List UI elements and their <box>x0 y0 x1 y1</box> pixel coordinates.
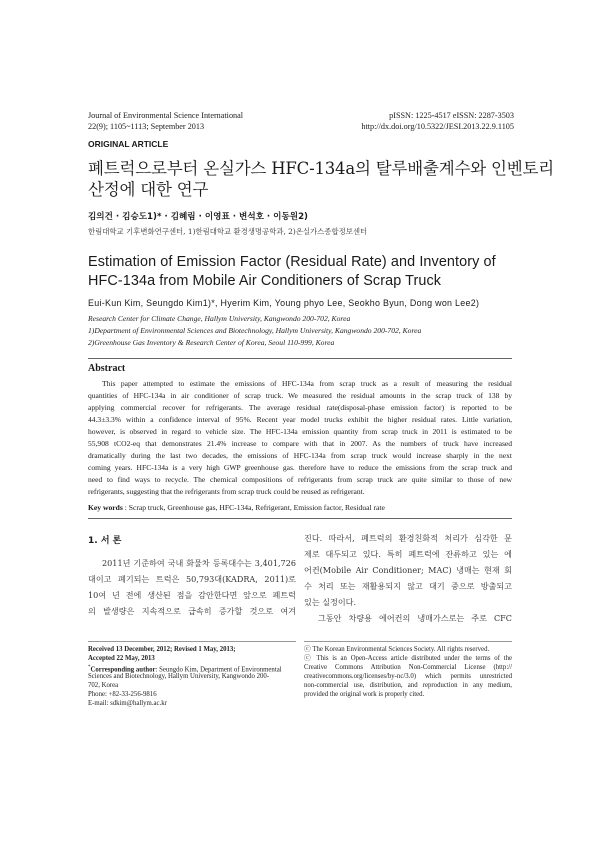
abstract-line: 55,908 tCO2-eq that demonstrates 21.4% increase to compare with that in 2007. As the numbers of truck have increased <box>88 439 512 448</box>
corresponding-label: Corresponding author <box>90 666 156 674</box>
body-line: 진다. 따라서, 폐트럭의 환경친화적 처리가 심각한 문 <box>304 533 512 543</box>
abstract-line: 44.3±3.3% within a confidence interval of 95%. Recent year model trucks exhibit the higher residual rates. Little variation, <box>88 415 512 424</box>
affiliation-3: 2)Greenhouse Gas Inventory & Research Center of Korea, Seoul 110-999, Korea <box>88 338 335 347</box>
phone: Phone: +82-33-256-9816 <box>88 691 157 698</box>
body-line: 의 발생량은 지속적으로 급속히 증가할 것으로 여겨 <box>88 606 296 616</box>
accepted-text: Accepted 22 May, 2013 <box>88 655 155 662</box>
corresponding-line: 702, Korea <box>88 682 119 689</box>
license-line: creativecommons.org/licenses/by-nc/3.0) which permits unrestricted <box>304 673 512 680</box>
article-type: ORIGINAL ARTICLE <box>88 139 169 149</box>
korean-affiliations: 한림대학교 기후변화연구센터, 1)한림대학교 환경생명공학과, 2)온실가스종합정보센터 <box>88 227 368 236</box>
body-line: 어컨(Mobile Air Conditioner; MAC) 냉매는 현재 회 <box>304 565 512 575</box>
accepted-date <box>88 654 155 663</box>
abstract-line: applying commercial recover for refrigerants. The average residual rate(disposal-phase emission factor) is reported to be <box>88 403 512 412</box>
korean-title-line-2: 산정에 대한 연구 <box>88 180 209 199</box>
keywords-list: : Scrap truck, Greenhouse gas, HFC-134a, Refrigerant, Emission factor, Residual rate <box>124 503 385 512</box>
affiliation-2: 1)Department of Environmental Sciences and Biotechnology, Hallym University, Kangwondo 200-702, Korea <box>88 326 422 335</box>
english-title-line-1: Estimation of Emission Factor (Residual Rate) and Inventory of <box>88 254 496 270</box>
keywords <box>88 503 385 512</box>
license-line: provided the original work is properly cited. <box>304 691 425 698</box>
corresponding-line: : Seungdo Kim, Department of Environmental <box>155 666 282 674</box>
abstract-top-rule <box>88 358 512 359</box>
email-link[interactable]: E-mail: sdkim@hallym.ac.kr <box>88 700 167 707</box>
body-line: 2011년 기준하여 국내 화물차 등록대수는 3,401,726 <box>102 558 296 568</box>
issn: pISSN: 1225-4517 eISSN: 2287-3503 <box>389 111 514 120</box>
license-line: ⓒ This is an Open-Access article distributed under the terms of the <box>304 655 512 662</box>
abstract-line: coming years. HFC-134a is a very high GWP greenhouse gas. therefore have to reduce the emissions from the scrap truck and <box>88 463 512 472</box>
abstract-line: however, is observed in regard to vehicle size. The HFC-134a emission quantity from scrap truck in 2011 is estimated to be <box>88 427 512 436</box>
body-line: 10여 년 전에 생산된 점을 감안한다면 앞으로 폐트럭 <box>88 590 296 600</box>
abstract-line: This paper attempted to estimate the emissions of HFC-134a from scrap truck as a result of measuring the residual <box>102 379 512 388</box>
body-line: 그동안 차량용 에어컨의 냉매가스로는 주로 CFC <box>318 613 512 623</box>
abstract-line: quantities of HFC-134a in air conditioner of scrap truck. We measured the residual amounts in the scrap truck of 138 by <box>88 391 512 400</box>
license-line: non-commercial use, distribution, and reproduction in any medium, <box>304 682 512 689</box>
english-authors: Eui-Kun Kim, Seungdo Kim1)*, Hyerim Kim, Young phyo Lee, Seokho Byun, Dong won Lee2) <box>88 298 480 308</box>
footnote-rule-right <box>304 641 512 642</box>
copyright-notice: ⓒ The Korean Environmental Sciences Society. All rights reserved. <box>304 646 490 653</box>
journal-name: Journal of Environmental Science International <box>88 111 244 120</box>
affiliation-1: Research Center for Climate Change, Hallym University, Kangwondo 200-702, Korea <box>88 314 351 323</box>
doi-link[interactable]: http://dx.doi.org/10.5322/JESI.2013.22.9.1105 <box>361 122 514 131</box>
abstract-line: dramatically during the last two decades, the emissions of HFC-134a from scrap truck would increase sharply in the next <box>88 451 512 460</box>
volume-pages: 22(9); 1105~1113; September 2013 <box>88 122 205 131</box>
footnote-rule-left <box>88 641 296 642</box>
abstract-bottom-rule <box>88 518 512 519</box>
keywords-label: Key words <box>88 503 123 512</box>
corresponding-author: *Corresponding author: Seungdo Kim, Department of Environmental <box>88 665 282 674</box>
body-line: 제로 대두되고 있다. 특히 폐트럭에 잔류하고 있는 에 <box>304 549 512 559</box>
korean-authors: 김의건 · 김승도1)* · 김혜림 · 이영표 · 변석호 · 이동원2) <box>88 212 308 222</box>
korean-title-line-1: 폐트럭으로부터 온실가스 HFC-134a의 탈루배출계수와 인벤토리 <box>88 159 554 178</box>
license-line: Creative Commons Attribution Non-Commercial License (http:// <box>304 664 512 671</box>
english-title-line-2: HFC-134a from Mobile Air Conditioners of Scrap Truck <box>88 273 442 289</box>
section-heading-introduction: 1. 서 론 <box>88 536 122 546</box>
abstract-line: need to find ways to recycle. The chemical compositions of refrigerants from scrap truck are quite similar to those of new <box>88 475 512 484</box>
body-line: 수 처리 또는 재활용되지 않고 대기 중으로 방출되고 <box>304 581 512 591</box>
received-revised-text: Received 13 December, 2012; Revised 1 May, 2013; <box>88 646 236 653</box>
abstract-heading: Abstract <box>88 363 126 374</box>
body-line: 있는 실정이다. <box>304 597 357 607</box>
corresponding-line: Sciences and Biotechnology, Hallym University, Kangwondo 200- <box>88 673 270 680</box>
received-date <box>88 645 236 654</box>
body-line: 대이고 폐기되는 트럭은 50,793대(KADRA, 2011)로 <box>88 574 296 584</box>
abstract-line: refrigerants, suggesting that the refrigerants from scrap truck could be reused as refrigerant. <box>88 487 365 496</box>
